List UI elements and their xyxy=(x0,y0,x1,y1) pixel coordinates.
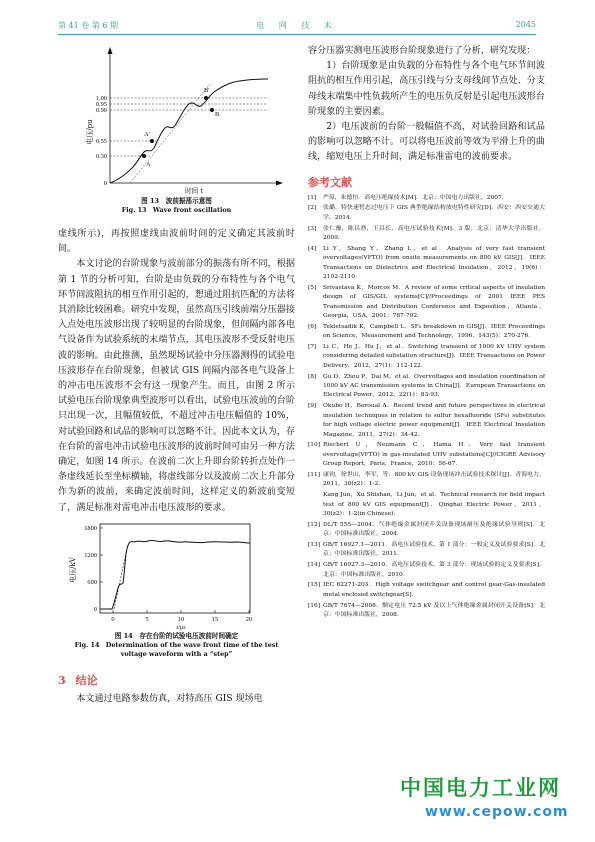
reference-text: GB/T 7674—2008．额定电压 72.5 kV 及以上气体绝缘金属封闭开关设备[S]．北京：中国标准出版社，2008． xyxy=(323,602,545,618)
reference-item xyxy=(308,284,545,322)
reference-number: [16] xyxy=(308,602,321,609)
ytick-3: 0.90 xyxy=(95,107,107,114)
fig14-xtick-20: 20 xyxy=(245,615,253,623)
ytick-1: 1.00 xyxy=(95,95,107,102)
ytick-4: 0.55 xyxy=(95,138,107,145)
ytick-5: 0.30 xyxy=(95,153,107,160)
reference-number: [15] xyxy=(308,582,321,589)
reference-text: IEC 62271-203．High voltage switchgear and control gear-Gas-insulated metal enclosed switchgear[S]． xyxy=(323,582,545,598)
left-column xyxy=(58,44,295,707)
reference-text: Gu D，Zhou P，Dai M，et al．Overvoltages and insulation coordination of 1000 kV AC transmission systems in China[J]．European Transactions on Electrical Power，2012，22(1)：83-93． xyxy=(323,373,545,399)
fig14-ylabel: 电压/kV xyxy=(69,557,77,583)
figure-13-caption-en: Fig. 13 Wave front oscillation xyxy=(121,206,232,214)
reference-item xyxy=(308,323,545,342)
reference-number: [8] xyxy=(308,373,317,380)
reference-text: 张璐．特快速暂态过电压下 GIS 典型绝缘结构放电特性研究[D]．西安：西安交通大学，2014． xyxy=(323,205,545,221)
reference-number xyxy=(308,491,323,519)
conclusion-paragraph: 本文通过电路参数仿真，对特高压 GIS 现场电 xyxy=(76,693,263,704)
fig13-ylabel: 电压/pu xyxy=(86,119,94,145)
reference-number: [11] xyxy=(308,471,321,478)
page-header xyxy=(58,20,536,34)
left-paragraph-1: 虚线所示)，再按照虚线由波前时间的定义确定其波前时间。 xyxy=(58,229,295,255)
figure-14 xyxy=(58,518,295,666)
right-column xyxy=(308,44,545,622)
reference-number: [6] xyxy=(308,323,317,330)
reference-text: Srivastava K，Morcos M．A review of some critical aspects of insulation design of GIS/GIL systems[C]//Proceedings of 2001 IEEE PES Transmission and Distribution Conference and Exposition，Atlanta，Georgia，USA，2001：787-792． xyxy=(323,284,545,320)
reference-text: DL/T 555—2004．气体绝缘金属封闭开关设备现场耐压及绝缘试验导则[S]．北京：中国标准出版社，2004． xyxy=(323,521,545,538)
reference-item xyxy=(308,541,545,560)
reference-item xyxy=(308,204,545,223)
reference-item xyxy=(308,343,545,371)
fig14-xtick-0: 0 xyxy=(111,615,115,623)
header-rule xyxy=(58,34,536,35)
reference-item xyxy=(308,402,545,440)
fig14-ytick-600: 600 xyxy=(87,578,97,586)
references-heading: 参考文献 xyxy=(308,175,352,189)
reference-item xyxy=(308,521,545,540)
ytick-2: 0.95 xyxy=(95,101,107,108)
point-a-prime: A' xyxy=(144,131,150,138)
figure-13-plot xyxy=(58,44,295,194)
section-number: 3 xyxy=(58,673,66,687)
section-3-heading xyxy=(58,672,295,688)
figure-14-caption-en-1: Fig. 14 Determination of the wave front time of the test xyxy=(74,640,279,649)
watermark-url: www.cepow.com xyxy=(425,804,569,820)
reference-text: Kang Jun，Xu Shishan，Li Jun，et al．Technical research for field impact test of 800 kV GIS equipment[J]．Qinghai Electric Power，2011，30(z2)：1-2(in Chinese)． xyxy=(323,492,545,517)
point-a: A xyxy=(146,161,151,168)
reference-text: 张仁豫，陈昌渔，王昌长．高电压试验技术[M]．3 版．北京：清华大学出版社，2009． xyxy=(323,225,545,242)
watermark-title: 中国电力工业网 xyxy=(400,776,561,800)
reference-number: [14] xyxy=(308,562,321,569)
reference-list xyxy=(308,194,545,621)
reference-number: [9] xyxy=(308,403,317,410)
fig14-ytick-1200: 1200 xyxy=(84,551,97,559)
reference-number: [7] xyxy=(308,344,317,351)
right-paragraph-1: 1）台阶现象是由负载的分布特性与各个电气环节间波阻抗的相互作用引起，高压引线与分支母线间节点处、分支母线末端集中性负载所产生的电压负反射是引起电压波形台阶现象的主要因素。 xyxy=(308,61,545,117)
figure-13-caption-cn: 图 13 波前振荡示意图 xyxy=(141,197,212,205)
reference-text: Li C，He J，Hu J，et al．Switching transient of 1000 kV UHV system considering detailed substation structure[J]．IEEE Transactions on Power Delivery，2012，27(1)：112-122． xyxy=(323,344,545,369)
left-paragraph-2: 本文讨论的台阶现象与波前部分的振荡有所不同，根据第 1 节的分析可知，台阶是由负载的分布特性与各个电气环节间波阻抗的相互作用引起的，想通过阻抗匹配的方法将其消除比较困难。研究中发现，虽然高压引线前端分压器接入点处电压波形出现了较明显的台阶现象，但间隔内部各电气设备作为试验系统的末端节点，其电压波形不受反射电压波的影响。由此推测，虽然现场试验中分压器测得的试验电压波形存在台阶现象，但被试 GIS 间隔内部各电气设备上的冲击电压波形不会有这一现象产生。而且，由图 2 所示试验电压台阶现象典型波形可以看出，试验电压波前的台阶只出现一次，且幅值较低，不超过冲击电压幅值的 10%，对试验回路和试品的影响可以忽略不计。因此本文认为，存在台阶的雷电冲击试验电压波形的波前时间可由另一种方法确定，如图 14 所示。在波前二次上升即台阶转折点处作一条虚线延长至坐标横轴，将虚线部分以及波前二次上升部分作为新的波前，来确定波前时间，这样定义的新波前变短了，满足标准对雷电冲击电压波形的要求。 xyxy=(58,259,295,513)
reference-number: [10] xyxy=(308,442,321,449)
figure-14-caption-cn: 图 14 存在台阶的试验电压波前时间确定 xyxy=(114,631,239,640)
reference-number: [3] xyxy=(308,225,317,232)
reference-number: [13] xyxy=(308,541,321,548)
reference-text: Li Y，Shang Y，Zhang L，et al．Analysis of very fast transient overvoltages(VFTO) from onsite measurements on 800 kV GIS[J]．IEEE Transactions on Dielectrics and Electrical Insulation，2012，19(6)：2102-2110． xyxy=(323,245,545,281)
figure-14-plot xyxy=(58,518,295,630)
reference-text: Riechert U，Neumann C，Hama H．Very fast transient overvoltage(VFTO) in gas-insulated UHV substations[C]//CIGRE Advisory Group Report，Paris，France，2010：56-67． xyxy=(323,442,545,468)
reference-number: [2] xyxy=(308,205,317,212)
figure-14-caption-en-2: voltage waveform with a “step” xyxy=(120,649,233,658)
fig14-xtick-5: 5 xyxy=(145,615,149,623)
reference-item xyxy=(308,373,545,401)
reference-number: [1] xyxy=(308,194,317,201)
reference-text: Tekletsadik K，Campbell L．SF₆ breakdown in GIS[J]．IEEE Proceedings on Science，Measurement and Technology，1996，143(5)：270-276． xyxy=(323,323,545,340)
journal-volume: 第 41 卷 第 6 期 xyxy=(58,21,118,30)
reference-item xyxy=(308,561,545,580)
reference-item xyxy=(308,602,545,621)
fig14-xtick-15: 15 xyxy=(211,615,219,623)
fig14-xtick-10: 10 xyxy=(177,615,185,623)
reference-number: [12] xyxy=(308,521,321,528)
journal-name: 电 网 技 术 xyxy=(256,21,338,30)
reference-item xyxy=(308,491,545,519)
right-paragraph-0: 容分压器实测电压波形台阶现象进行了分析，研究发现： xyxy=(308,46,536,56)
reference-item xyxy=(308,441,545,469)
fig14-xlabel: t/μs xyxy=(176,623,186,630)
point-b: B xyxy=(215,111,220,118)
page-number: 2045 xyxy=(515,20,536,29)
reference-number: [5] xyxy=(308,284,317,291)
point-b-prime: B' xyxy=(204,87,210,94)
reference-text: 康钧，徐世山，李军，等．800 kV GIS 设备现场冲击试验技术探讨[J]．青海电力，2011，30(z2)：1-2． xyxy=(323,471,545,488)
ytick-6: 0 xyxy=(103,180,107,187)
figure-13 xyxy=(58,44,295,227)
reference-text: GB/T 16927.1—2011．高电压试验技术，第 1 部分：一般定义及试验要求[S]．北京：中国标准出版社，2011． xyxy=(323,541,545,558)
reference-item xyxy=(308,225,545,244)
reference-item xyxy=(308,471,545,490)
fig14-ytick-0: 0 xyxy=(93,605,97,613)
right-paragraph-2: 2）电压波前的台阶一般幅值不高，对试验回路和试品的影响可以忽略不计。可以将电压波前等效为平滑上升的曲线，缩短电压上升时间，满足标准雷电的波前要求。 xyxy=(308,122,545,163)
fig14-ytick-1800: 1800 xyxy=(84,524,97,532)
reference-item xyxy=(308,245,545,283)
reference-text: GB/T 16927.3—2010．高电压试验技术，第 3 部分：现场试验的定义及要求[S]．北京：中国标准出版社，2010． xyxy=(323,562,545,578)
reference-item xyxy=(308,194,545,203)
section-title: 结论 xyxy=(75,673,98,687)
reference-text: 严璋，朱德恒．高电压绝缘技术[M]．北京：中国电力出版社，2007． xyxy=(323,194,508,201)
reference-item xyxy=(308,581,545,600)
reference-number: [4] xyxy=(308,245,317,252)
fig13-xlabel: 时间 t xyxy=(185,187,203,194)
reference-text: Okubo H，Beroual A．Recent trend and future perspectives in electrical insulation techniques in relation to sulfur hexafluoride (SF₆) substitutes for high voltage electric power equipment[J]．IEEE Electrical Insulation Magazine，2011，27(2)：34-42． xyxy=(323,403,545,438)
